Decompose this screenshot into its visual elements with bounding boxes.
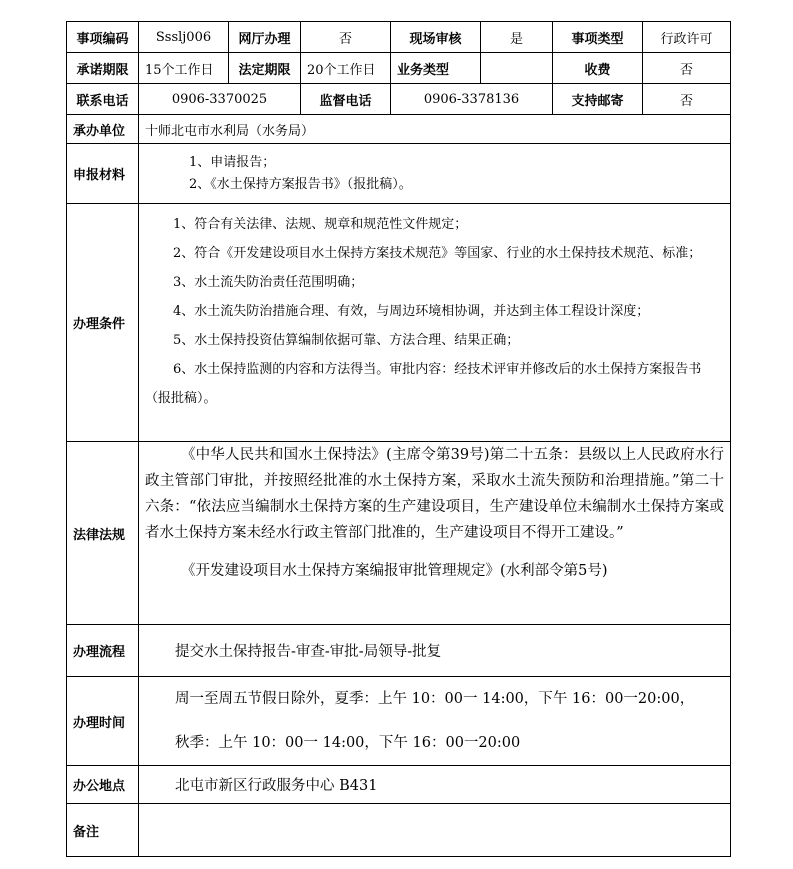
- row-phone: [67, 84, 731, 115]
- supervise-value: 0906-3378136: [391, 84, 553, 115]
- location-value: 北屯市新区行政服务中心 B431: [139, 766, 731, 804]
- row-location: [67, 766, 731, 804]
- dept-label: 承办单位: [67, 115, 139, 144]
- onsite-label: 现场审核: [391, 22, 481, 53]
- supervise-label: 监督电话: [301, 84, 391, 115]
- phone-value: 0906-3370025: [139, 84, 301, 115]
- process-label: 办理流程: [67, 625, 139, 677]
- law-paragraph: 《中华人民共和国水土保持法》(主席令第39号)第二十五条：县级以上人民政府水行政主管部门审批，并按照经批准的水土保持方案，采取水土流失预防和治理措施。”第二十六条：“依法应当编制水土保持方案的生产建设项目，生产建设单位未编制水土保持方案或者水土保持方案未经水行政主管部门批准的，生产建设项目不得开工建设。”: [145, 447, 724, 541]
- row-remark: [67, 804, 731, 857]
- onsite-value: 是: [481, 22, 553, 53]
- conditions-label: 办理条件: [67, 204, 139, 442]
- mail-value: 否: [643, 84, 731, 115]
- process-value: 提交水土保持报告-审查-审批-局领导-批复: [139, 625, 731, 677]
- biz-value: [481, 53, 553, 84]
- time-label: 办理时间: [67, 677, 139, 766]
- row-deadline: [67, 53, 731, 84]
- condition-item: 4、水土流失防治措施合理、有效，与周边环境相协调，并达到主体工程设计深度；: [173, 304, 650, 319]
- conditions-list: [139, 204, 731, 442]
- row-dept: [67, 115, 731, 144]
- time-value: [139, 677, 731, 766]
- row-materials: [67, 144, 731, 204]
- remark-label: 备注: [67, 804, 139, 857]
- materials-list: [139, 144, 731, 204]
- law-text: [139, 442, 731, 625]
- legal-label: 法定期限: [229, 53, 301, 84]
- time-line: 周一至周五节假日除外，夏季：上午 10：00一 14:00，下午 16：00一20:00，: [175, 691, 695, 707]
- law-paragraph: 《开发建设项目水土保持方案编报审批管理规定》(水利部令第5号): [181, 563, 608, 579]
- mail-label: 支持邮寄: [553, 84, 643, 115]
- condition-item: 2、符合《开发建设项目水土保持方案技术规范》等国家、行业的水土保持技术规范、标准；: [173, 246, 702, 261]
- biz-label: 业务类型: [391, 53, 481, 84]
- online-label: 网厅办理: [229, 22, 301, 53]
- fee-label: 收费: [553, 53, 643, 84]
- type-value: 行政许可: [643, 22, 731, 53]
- promise-value: 15个工作日: [139, 53, 229, 84]
- condition-item: 6、水土保持监测的内容和方法得当。审批内容：经技术评审并修改后的水土保持方案报告书（报批稿）。: [145, 362, 702, 406]
- row-process: [67, 625, 731, 677]
- legal-value: 20个工作日: [301, 53, 391, 84]
- time-line: 秋季：上午 10：00一 14:00，下午 16：00一20:00: [175, 735, 521, 751]
- phone-label: 联系电话: [67, 84, 139, 115]
- condition-item: 3、水土流失防治责任范围明确；: [173, 275, 364, 290]
- dept-value: 十师北屯市水利局（水务局）: [139, 115, 731, 144]
- fee-value: 否: [643, 53, 731, 84]
- material-item: 2、《水土保持方案报告书》（报批稿）。: [189, 176, 412, 192]
- condition-item: 1、符合有关法律、法规、规章和规范性文件规定；: [173, 217, 468, 232]
- law-label: 法律法规: [67, 442, 139, 625]
- item-code-label: 事项编码: [67, 22, 139, 53]
- promise-label: 承诺期限: [67, 53, 139, 84]
- row-law: [67, 442, 731, 625]
- row-conditions: [67, 204, 731, 442]
- condition-item: 5、水土保持投资估算编制依据可靠、方法合理、结果正确；: [173, 333, 520, 348]
- location-label: 办公地点: [67, 766, 139, 804]
- online-value: 否: [301, 22, 391, 53]
- item-code-value: Ssslj006: [139, 22, 229, 53]
- material-item: 1、申请报告；: [189, 154, 276, 170]
- remark-value: [139, 804, 731, 857]
- row-time: [67, 677, 731, 766]
- row-item-code: [67, 22, 731, 53]
- materials-label: 申报材料: [67, 144, 139, 204]
- type-label: 事项类型: [553, 22, 643, 53]
- service-info-table: [66, 21, 731, 857]
